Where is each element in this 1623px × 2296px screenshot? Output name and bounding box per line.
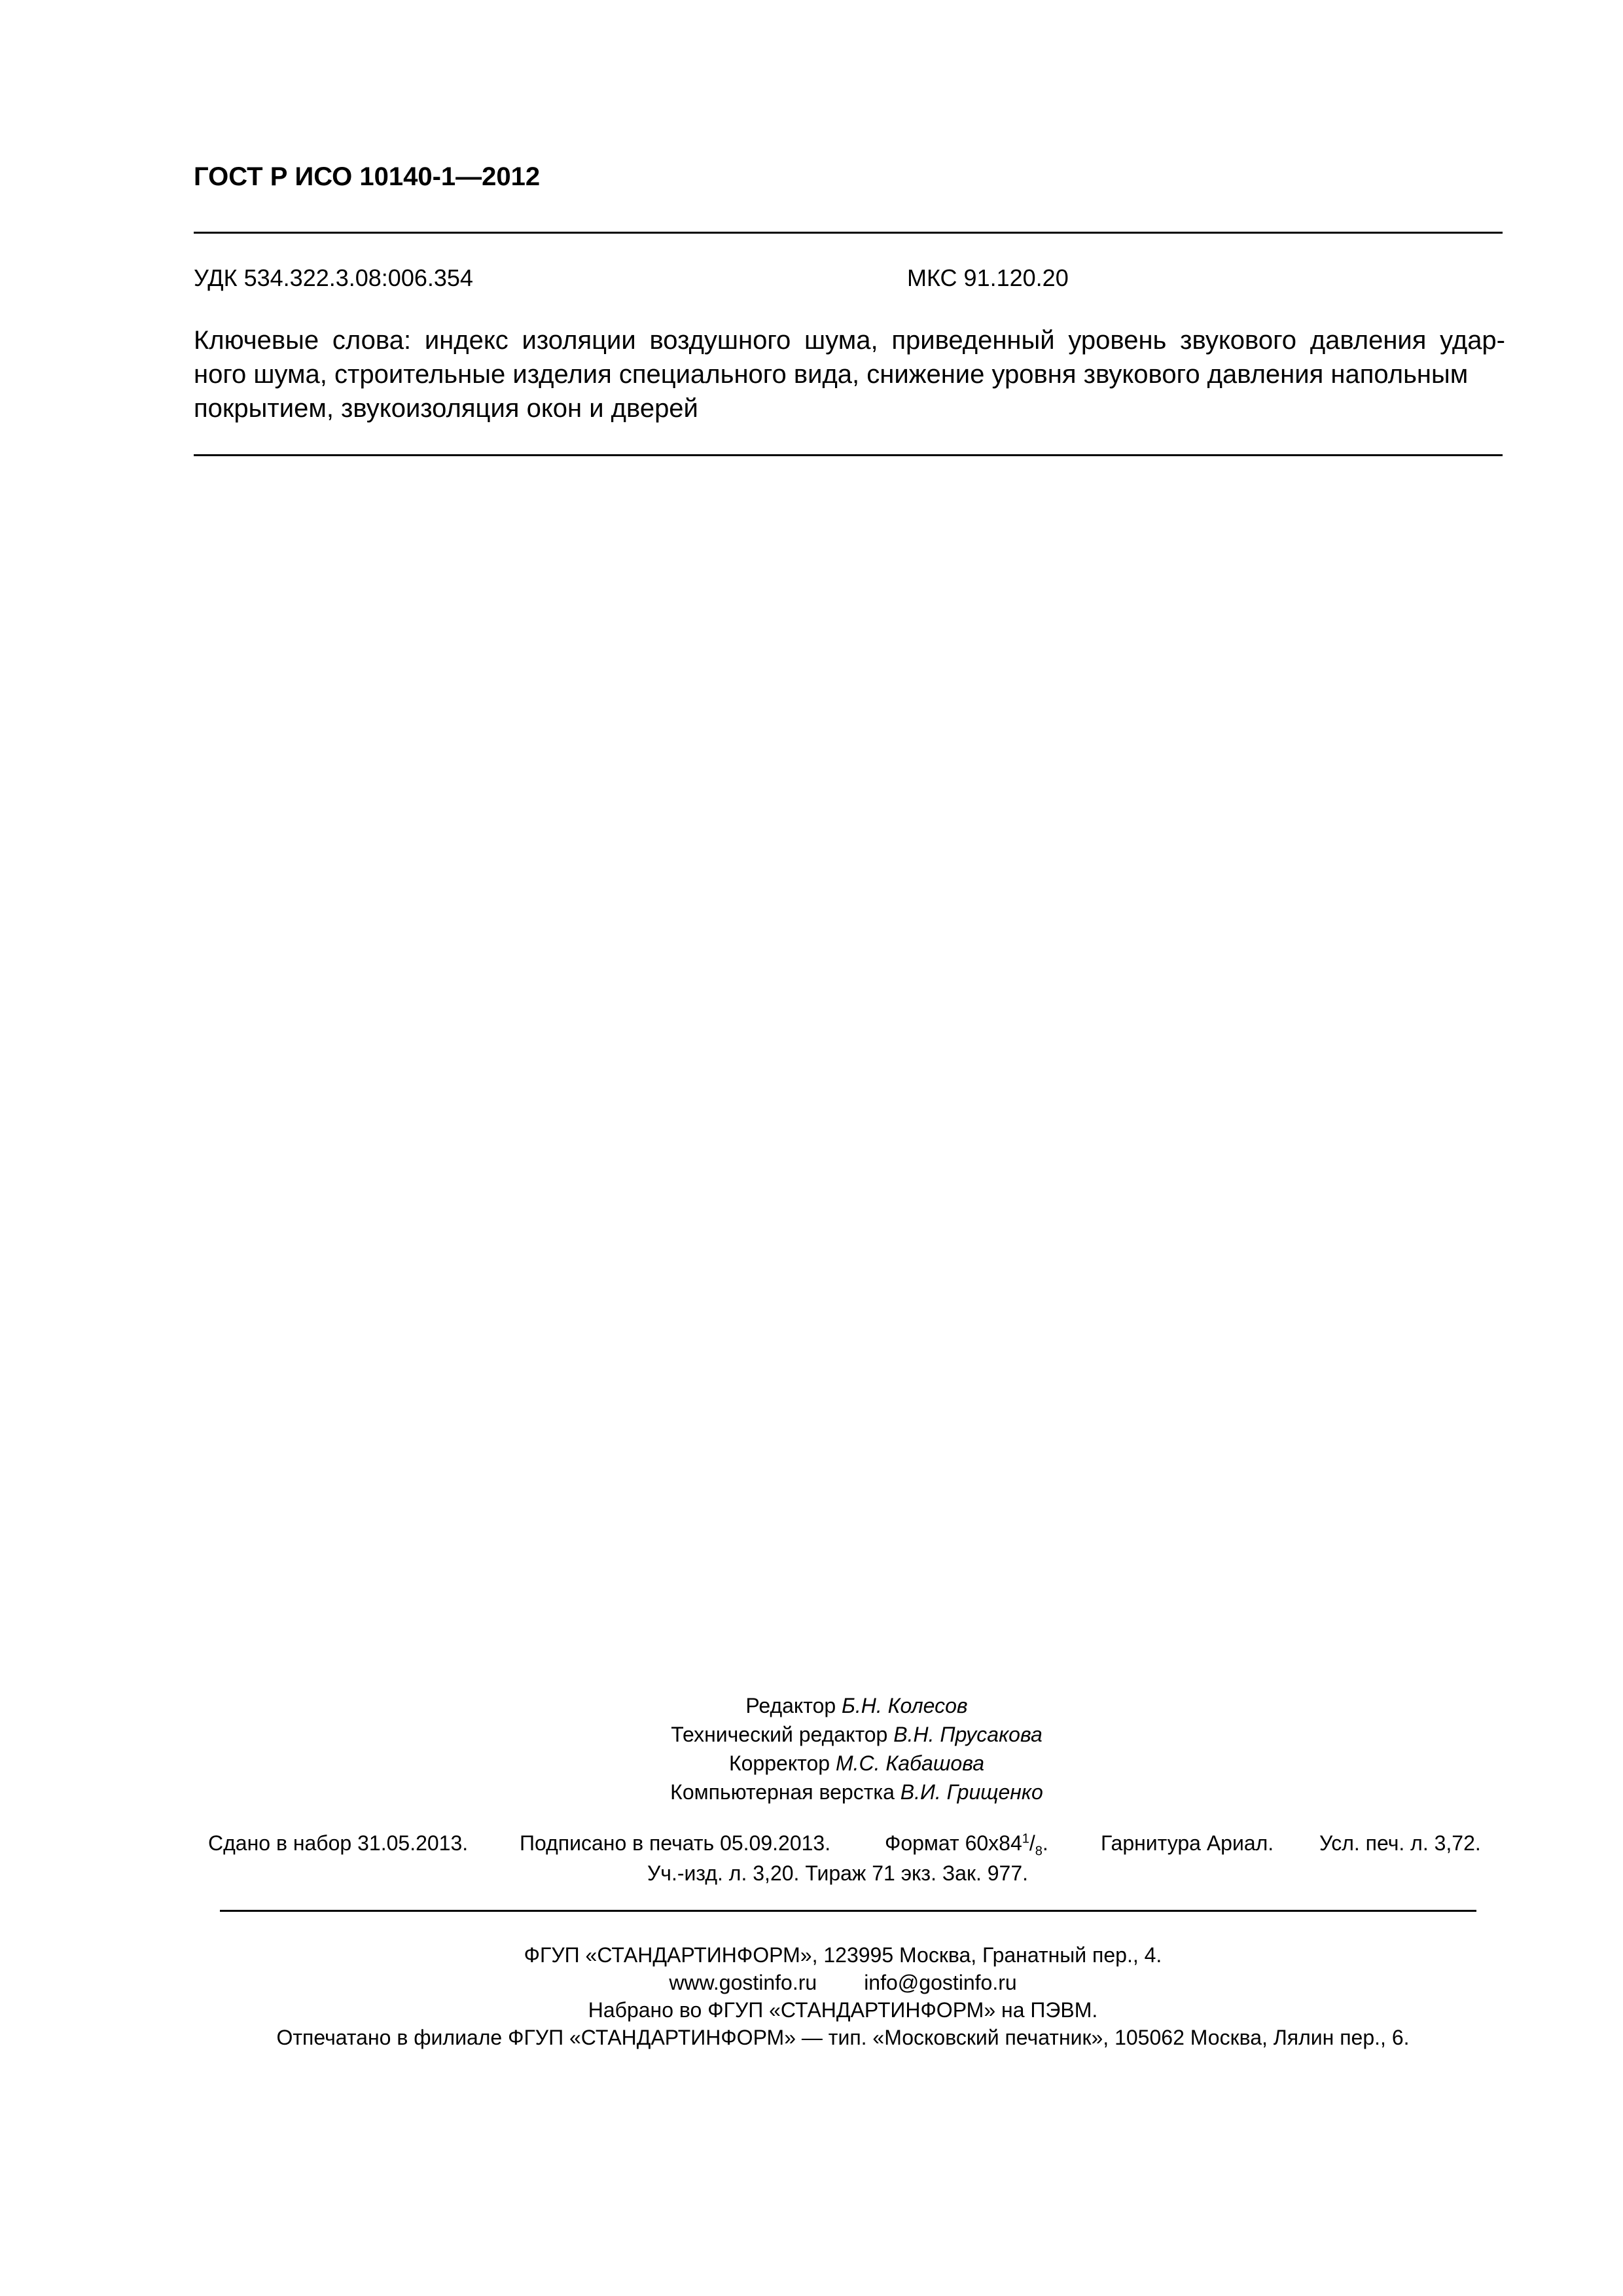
mks-code: МКС 91.120.20 [907,264,1069,291]
publisher-address: ФГУП «СТАНДАРТИНФОРМ», 123995 Москва, Гранатный пер., 4. [524,1943,1162,1967]
format-slash: / [1029,1831,1035,1855]
credit-name: Б.Н. Колесов [842,1694,968,1717]
format-sub: 8 [1035,1844,1043,1859]
top-divider [194,232,1503,234]
udk-code: УДК 534.322.3.08:006.354 [194,264,473,291]
signed-to-print: Подписано в печать 05.09.2013. [520,1831,831,1855]
credit-role: Технический редактор [671,1723,894,1746]
credits-block [0,1691,1623,1806]
keywords-divider [194,454,1503,456]
email-link[interactable]: info@gostinfo.ru [864,1971,1017,1994]
keywords-block [194,323,1505,425]
publisher-divider [220,1910,1476,1912]
credit-name: В.И. Грищенко [900,1780,1043,1804]
print-sheets: Усл. печ. л. 3,72. [1319,1831,1481,1855]
print-info-line-2: Уч.-изд. л. 3,20. Тираж 71 экз. Зак. 977. [647,1861,1029,1885]
format-sup: 1 [1022,1831,1029,1846]
keywords-line: Ключевые слова: индекс изоляции воздушного шума, приведенный уровень звукового давления удар- [194,326,1505,355]
typeset-note: Набрано во ФГУП «СТАНДАРТИНФОРМ» на ПЭВМ. [588,1998,1098,2022]
credit-role: Корректор [728,1751,836,1775]
website-link[interactable]: www.gostinfo.ru [669,1971,817,1994]
credit-name: В.Н. Прусакова [893,1723,1043,1746]
layout-credit [0,1778,1623,1806]
tech-editor-credit [0,1720,1623,1749]
paper-format [885,1831,1101,1859]
publisher-contacts [0,1969,1623,1996]
credit-role: Редактор [745,1694,842,1717]
credit-role: Компьютерная верстка [670,1780,901,1804]
editor-credit [0,1691,1623,1720]
publisher-block [0,1941,1623,2051]
printed-note: Отпечатано в филиале ФГУП «СТАНДАРТИНФОРМ» — тип. «Московский печатник», 105062 Москва, Лялин пер., 6. [276,2026,1410,2049]
corrector-credit [0,1749,1623,1778]
format-text: Формат 60х84 [885,1831,1022,1855]
document-code: ГОСТ Р ИСО 10140-1—2012 [194,162,541,191]
typeface: Гарнитура Ариал. [1101,1831,1274,1855]
credit-name: М.С. Кабашова [835,1751,984,1775]
format-dot: . [1042,1831,1048,1855]
sent-to-set: Сдано в набор 31.05.2013. [208,1831,469,1855]
print-info-line [208,1831,1481,1859]
keywords-line: покрытием, звукоизоляция окон и дверей [194,394,698,423]
keywords-line: ного шума, строительные изделия специального вида, снижение уровня звукового давления напольным [194,360,1469,389]
